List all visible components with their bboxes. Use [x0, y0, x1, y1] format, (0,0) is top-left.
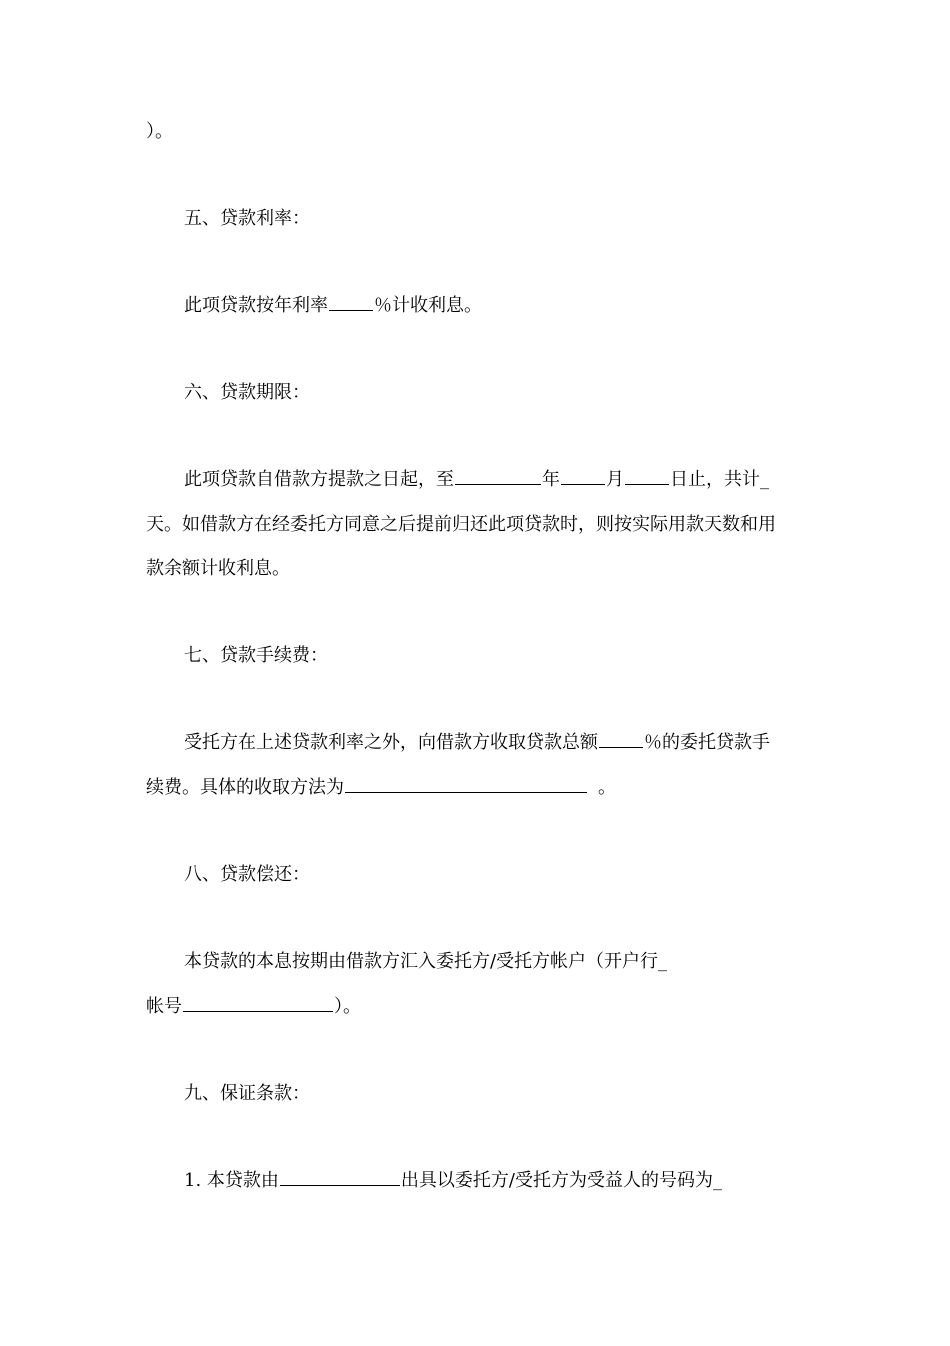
section-7-heading-text: 七、贷款手续费：	[184, 645, 328, 666]
fee-method-end: 。	[598, 777, 616, 798]
guarantor-blank[interactable]	[280, 1163, 400, 1186]
term-month-blank[interactable]	[561, 462, 605, 485]
account-label: 帐号	[146, 996, 182, 1017]
continuation-line	[146, 113, 173, 150]
account-line-end: ）。	[334, 996, 361, 1017]
section-9-item-1	[184, 1162, 722, 1199]
interest-rate-text-before: 此项贷款按年利率	[184, 295, 328, 316]
term-day-total-text: 日止，共计_	[670, 469, 769, 490]
section-7-paragraph-line-2	[146, 769, 616, 806]
section-8-paragraph-line-2	[146, 988, 361, 1025]
section-8-heading-text: 八、贷款偿还：	[184, 864, 310, 885]
section-6-paragraph-line-3	[146, 550, 290, 587]
term-text-line-3: 款余额计收利息。	[146, 558, 290, 579]
section-6-heading	[184, 374, 310, 411]
continuation-text: ）。	[146, 121, 173, 142]
repayment-text-line-1: 本贷款的本息按期由借款方汇入委托方/受托方帐户（开户行_	[184, 951, 668, 972]
section-7-paragraph-line-1	[184, 724, 770, 761]
interest-rate-text-after: ％计收利息。	[374, 295, 482, 316]
section-5-heading	[184, 200, 310, 237]
term-text-start: 此项贷款自借款方提款之日起，至	[184, 469, 454, 490]
fee-method-blank[interactable]	[345, 770, 587, 793]
section-5-paragraph	[184, 287, 482, 324]
interest-rate-blank[interactable]	[329, 288, 373, 311]
term-day-blank[interactable]	[625, 462, 669, 485]
account-number-blank[interactable]	[183, 989, 333, 1012]
term-year-label: 年	[542, 469, 560, 490]
section-8-paragraph-line-1	[184, 943, 667, 980]
fee-text-start: 受托方在上述贷款利率之外，向借款方收取贷款总额	[184, 732, 598, 753]
section-9-heading	[184, 1075, 310, 1112]
section-8-heading	[184, 856, 310, 893]
section-5-heading-text: 五、贷款利率：	[184, 208, 310, 229]
section-6-heading-text: 六、贷款期限：	[184, 382, 310, 403]
guarantee-text-start: 1. 本贷款由	[184, 1170, 279, 1191]
section-6-paragraph-line-2	[146, 506, 776, 543]
term-year-blank[interactable]	[455, 462, 541, 485]
term-month-label: 月	[606, 469, 624, 490]
fee-text-end: ％的委托贷款手	[644, 732, 770, 753]
section-6-paragraph-line-1	[184, 461, 769, 498]
section-9-heading-text: 九、保证条款：	[184, 1083, 310, 1104]
fee-percent-blank[interactable]	[599, 725, 643, 748]
term-text-line-2: 天。如借款方在经委托方同意之后提前归还此项贷款时，则按实际用款天数和用	[146, 514, 776, 535]
section-7-heading	[184, 637, 328, 674]
guarantee-text-end: 出具以委托方/受托方为受益人的号码为_	[400, 1170, 722, 1191]
fee-method-text: 续费。具体的收取方法为	[146, 777, 344, 798]
